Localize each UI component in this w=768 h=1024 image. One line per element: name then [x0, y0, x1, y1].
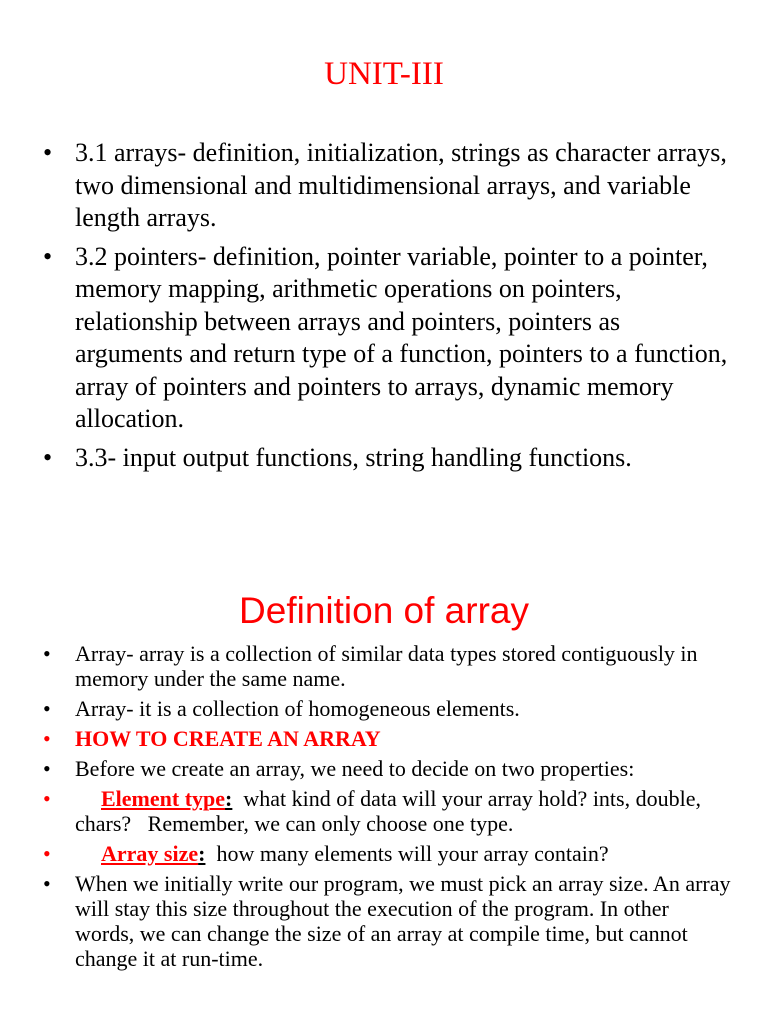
list-item-element-type	[43, 786, 733, 836]
bullet-icon: •	[43, 138, 53, 167]
element-type-text: what kind of data will your array hold? ints, double, chars? Remember, we can only choose one type.	[75, 786, 707, 836]
list-item-text: When we initially write our program, we must pick an array size. An array will stay this size throughout the execution of the program. In other words, we can change the size of an array at compile time, but cannot change it at run-time.	[75, 871, 731, 971]
array-size-label: Array size	[101, 841, 199, 866]
how-to-create-heading: HOW TO CREATE AN ARRAY	[75, 726, 381, 751]
list-item-text: 3.1 arrays- definition, initialization, strings as character arrays, two dimensional and multidimensional arrays, and variable length arrays.	[75, 138, 727, 232]
element-type-colon: :	[225, 786, 233, 811]
list-item-text: Array- it is a collection of homogeneous elements.	[75, 696, 520, 721]
list-item	[43, 756, 733, 781]
list-item-heading	[43, 726, 733, 751]
list-item-text: 3.3- input output functions, string handling functions.	[75, 442, 632, 472]
list-item	[43, 696, 733, 721]
array-size-text: how many elements will your array contain?	[205, 841, 609, 866]
list-item	[43, 871, 733, 971]
slide1-bullet-list	[43, 137, 733, 480]
list-item	[43, 241, 733, 436]
bullet-icon: •	[43, 726, 51, 751]
list-item-text: Before we create an array, we need to decide on two properties:	[75, 756, 635, 781]
element-type-label: Element type	[101, 786, 226, 811]
bullet-icon: •	[43, 756, 51, 781]
list-item	[43, 442, 733, 475]
slide2-bullet-list	[43, 641, 733, 976]
array-size-colon: :	[198, 841, 206, 866]
list-item-array-size	[43, 841, 733, 866]
bullet-icon: •	[43, 841, 51, 866]
bullet-icon: •	[43, 241, 53, 271]
bullet-icon: •	[43, 871, 51, 896]
bullet-icon: •	[43, 786, 51, 811]
bullet-icon: •	[43, 442, 53, 472]
list-item-text: Array- array is a collection of similar data types stored contiguously in memory under the same name.	[75, 641, 698, 691]
list-item-text: 3.2 pointers- definition, pointer variable, pointer to a pointer, memory mapping, arithmetic operations on pointers, relationship between arrays and pointers, pointers as arguments and return type of a function, pointers to a function, array of pointers and pointers to arrays, dynamic memory allocation.	[75, 241, 728, 433]
slide1-title: UNIT-III	[324, 56, 444, 92]
list-item	[43, 137, 733, 235]
bullet-icon: •	[43, 641, 51, 666]
bullet-icon: •	[43, 696, 51, 721]
slide2-title: Definition of array	[239, 590, 529, 631]
list-item	[43, 641, 733, 691]
